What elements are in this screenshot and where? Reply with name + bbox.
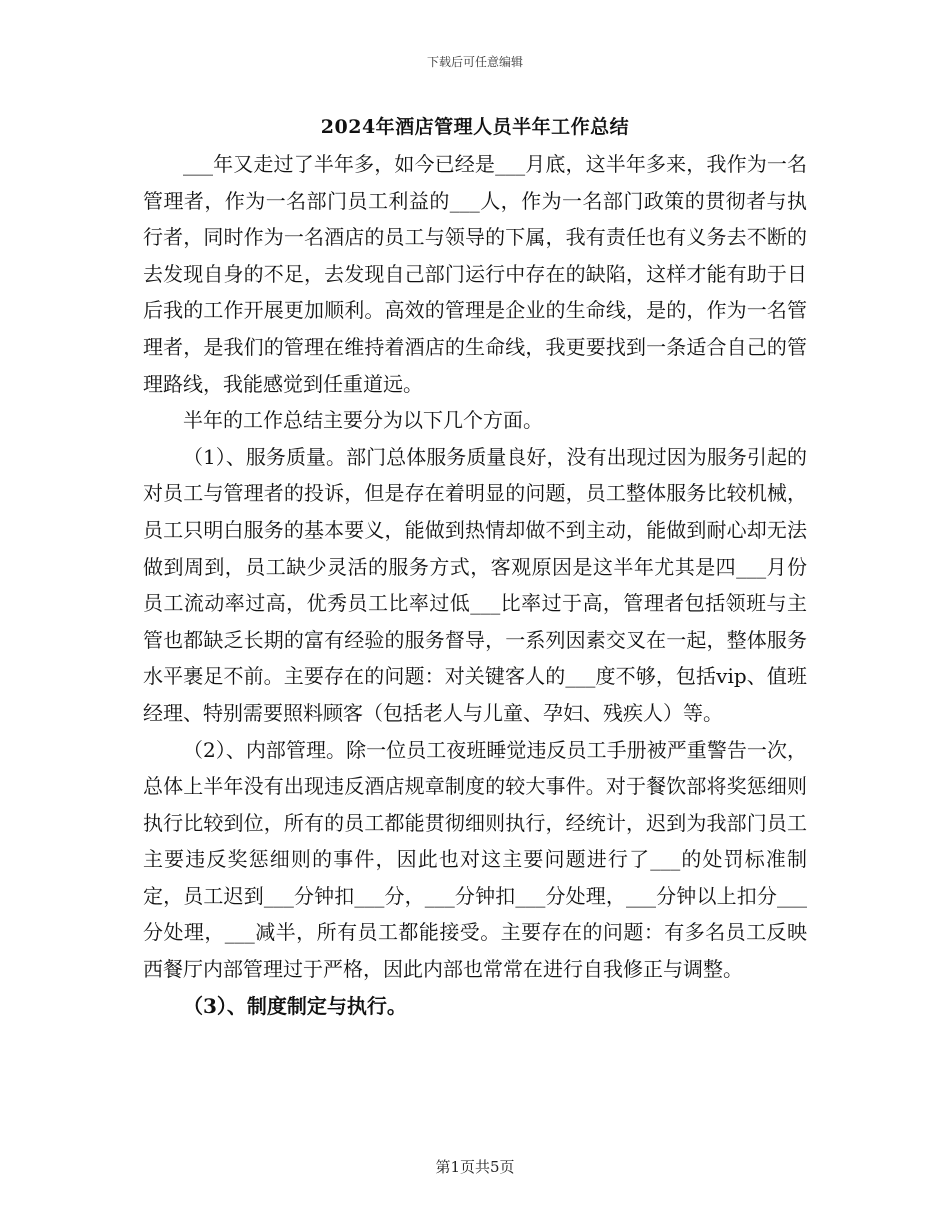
page-header: 下载后可任意编辑 xyxy=(426,55,523,69)
page-number: 第1页共5页 xyxy=(435,1158,515,1176)
paragraph-service-quality: （1）、服务质量。部门总体服务质量良好，没有出现过因为服务引起的对员工与管理者的投诉，但是存在着明显的问题，员工整体服务比较机械，员工只明白服务的基本要义，能做到热情却做不到主动，能做到耐心却无法做到周到，员工缺少灵活的服务方式，客观原因是这半年尤其是四___月份员工流动率过高，优秀员工比率过低___比率过于高，管理者包括领班与主管也都缺乏长期的富有经验的服务督导，一系列因素交叉在一起，整体服务水平裹足不前。主要存在的问题：对关键客人的___度不够，包括vip、值班经理、特别需要照料顾客（包括老人与儿童、孕妇、残疾人）等。 xyxy=(143,444,807,725)
document-body xyxy=(143,146,807,1024)
paragraph-overview: 半年的工作总结主要分为以下几个方面。 xyxy=(183,408,543,433)
paragraph-intro: ___年又走过了半年多，如今已经是___月底，这半年多来，我作为一名管理者，作为一名部门员工利益的___人，作为一名部门政策的贯彻者与执行者，同时作为一名酒店的员工与领导的下属，我有责任也有义务去不断的去发现自身的不足，去发现自己部门运行中存在的缺陷，这样才能有助于日后我的工作开展更加顺利。高效的管理是企业的生命线，是的，作为一名管理者，是我们的管理在维持着酒店的生命线，我更要找到一条适合自己的管理路线，我能感觉到任重道远。 xyxy=(143,152,807,396)
section-heading-rules: （3）、制度制定与执行。 xyxy=(183,993,407,1018)
document-title: 2024年酒店管理人员半年工作总结 xyxy=(320,116,630,138)
paragraph-internal-management: （2）、内部管理。除一位员工夜班睡觉违反员工手册被严重警告一次，总体上半年没有出现违反酒店规章制度的较大事件。对于餐饮部将奖惩细则执行比较到位，所有的员工都能贯彻细则执行，经统计，迟到为我部门员工主要违反奖惩细则的事件，因此也对这主要问题进行了___的处罚标准制定，员工迟到___分钟扣___分，___分钟扣___分处理，___分钟以上扣分___分处理，___减半，所有员工都能接受。主要存在的问题：有多名员工反映西餐厅内部管理过于严格，因此内部也常常在进行自我修正与调整。 xyxy=(143,737,807,982)
